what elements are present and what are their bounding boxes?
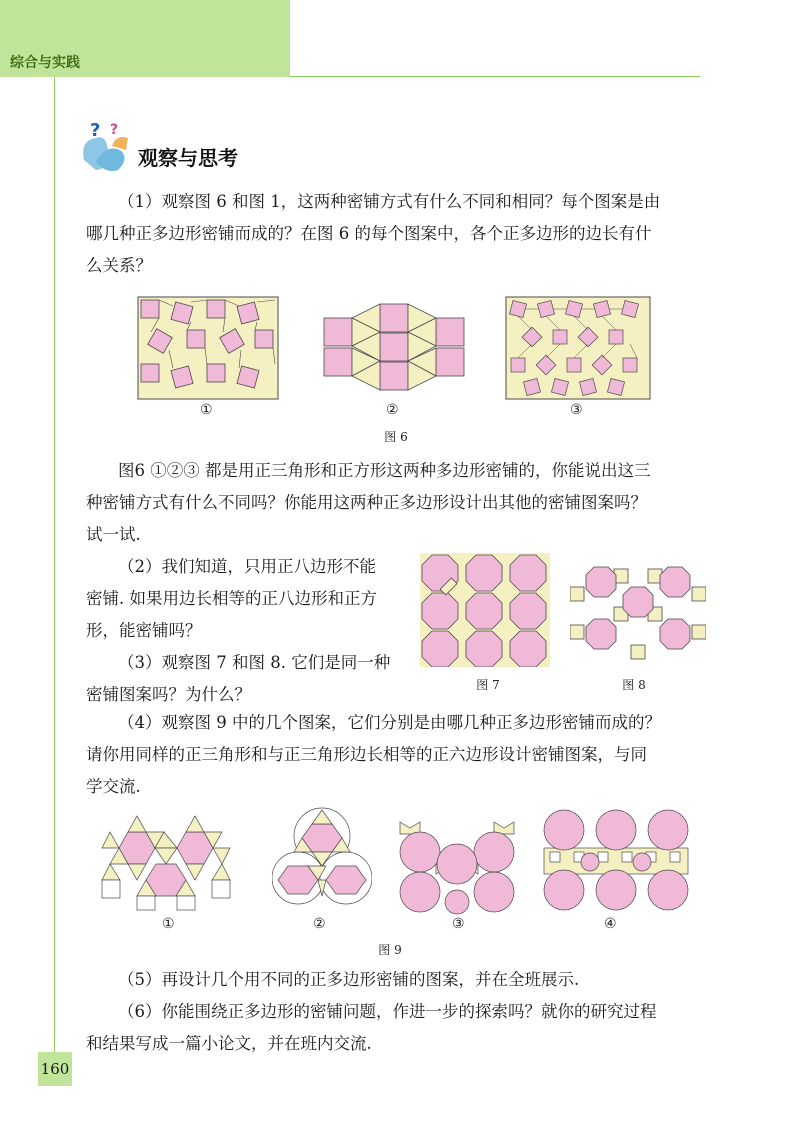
margin-line [54,77,55,1062]
paragraph-6 [86,964,726,996]
paragraph-1 [86,186,726,282]
text-line: 么关系？ [86,256,152,275]
paragraph-4 [86,647,416,711]
paragraph-5 [86,707,726,803]
fig9-pattern-3 [398,818,516,916]
fig6-label-2: ② [386,402,399,418]
text-line: 种密铺方式有什么不同吗？你能用这两种正多边形设计出其他的密铺图案吗？ [86,493,647,512]
fig9-label-1: ① [162,916,175,932]
fig7-caption: 图 7 [476,678,500,692]
page-number: 160 [38,1052,72,1086]
fig9-caption: 图 9 [378,943,402,957]
text-line: 密铺图案吗？为什么？ [86,685,251,704]
fig6-pattern-2 [323,302,467,394]
fig9-pattern-4 [540,808,692,912]
paragraph-7 [86,996,726,1060]
text-line: （1）观察图 6 和图 1，这两种密铺方式有什么不同和相同？每个图案是由 [118,192,661,211]
text-line: （3）观察图 7 和图 8. 它们是同一种 [118,653,391,672]
text-line: 图6 ①②③ 都是用正三角形和正方形这两种多边形密铺的，你能说出这三 [118,461,651,480]
text-line: 学交流. [86,777,141,796]
fig6-label-1: ① [200,402,213,418]
svg-text:?: ? [110,122,119,138]
fig9-label-2: ② [313,916,326,932]
fig9-pattern-1 [98,812,238,912]
text-line: 试一试. [86,525,141,544]
fig6-label-3: ③ [570,402,583,418]
fig9-pattern-2 [272,806,372,912]
header-label: 综合与实践 [10,55,80,71]
text-line: （4）观察图 9 中的几个图案，它们分别是由哪几种正多边形密铺而成的？ [118,713,661,732]
paragraph-2 [86,455,726,551]
paragraph-3 [86,551,416,647]
header-divider [290,76,700,77]
fig9-label-3: ③ [452,916,465,932]
fig8-pattern [570,563,706,667]
fig6-caption: 图 6 [384,430,408,444]
svg-text:?: ? [90,120,101,141]
text-line: 形，能密铺吗？ [86,621,202,640]
fig9-label-4: ④ [604,916,617,932]
text-line: （2）我们知道，只用正八边形不能 [118,557,376,576]
thinking-icon [76,120,136,176]
fig6-pattern-1 [137,296,279,400]
text-line: 请你用同样的正三角形和与正三角形边长相等的正六边形设计密铺图案，与同 [86,745,647,764]
text-line: 和结果写成一篇小论文，并在班内交流. [86,1034,372,1053]
text-line: （5）再设计几个用不同的正多边形密铺的图案，并在全班展示. [118,970,580,989]
section-title: 观察与思考 [138,146,238,170]
fig6-pattern-3 [505,296,651,400]
fig8-caption: 图 8 [622,678,646,692]
text-line: 哪几种正多边形密铺而成的？在图 6 的每个图案中，各个正多边形的边长有什 [86,224,652,243]
text-line: （6）你能围绕正多边形的密铺问题，作进一步的探索吗？就你的研究过程 [118,1002,657,1021]
fig7-pattern [420,553,550,667]
text-line: 密铺. 如果用边长相等的正八边形和正方 [86,589,377,608]
